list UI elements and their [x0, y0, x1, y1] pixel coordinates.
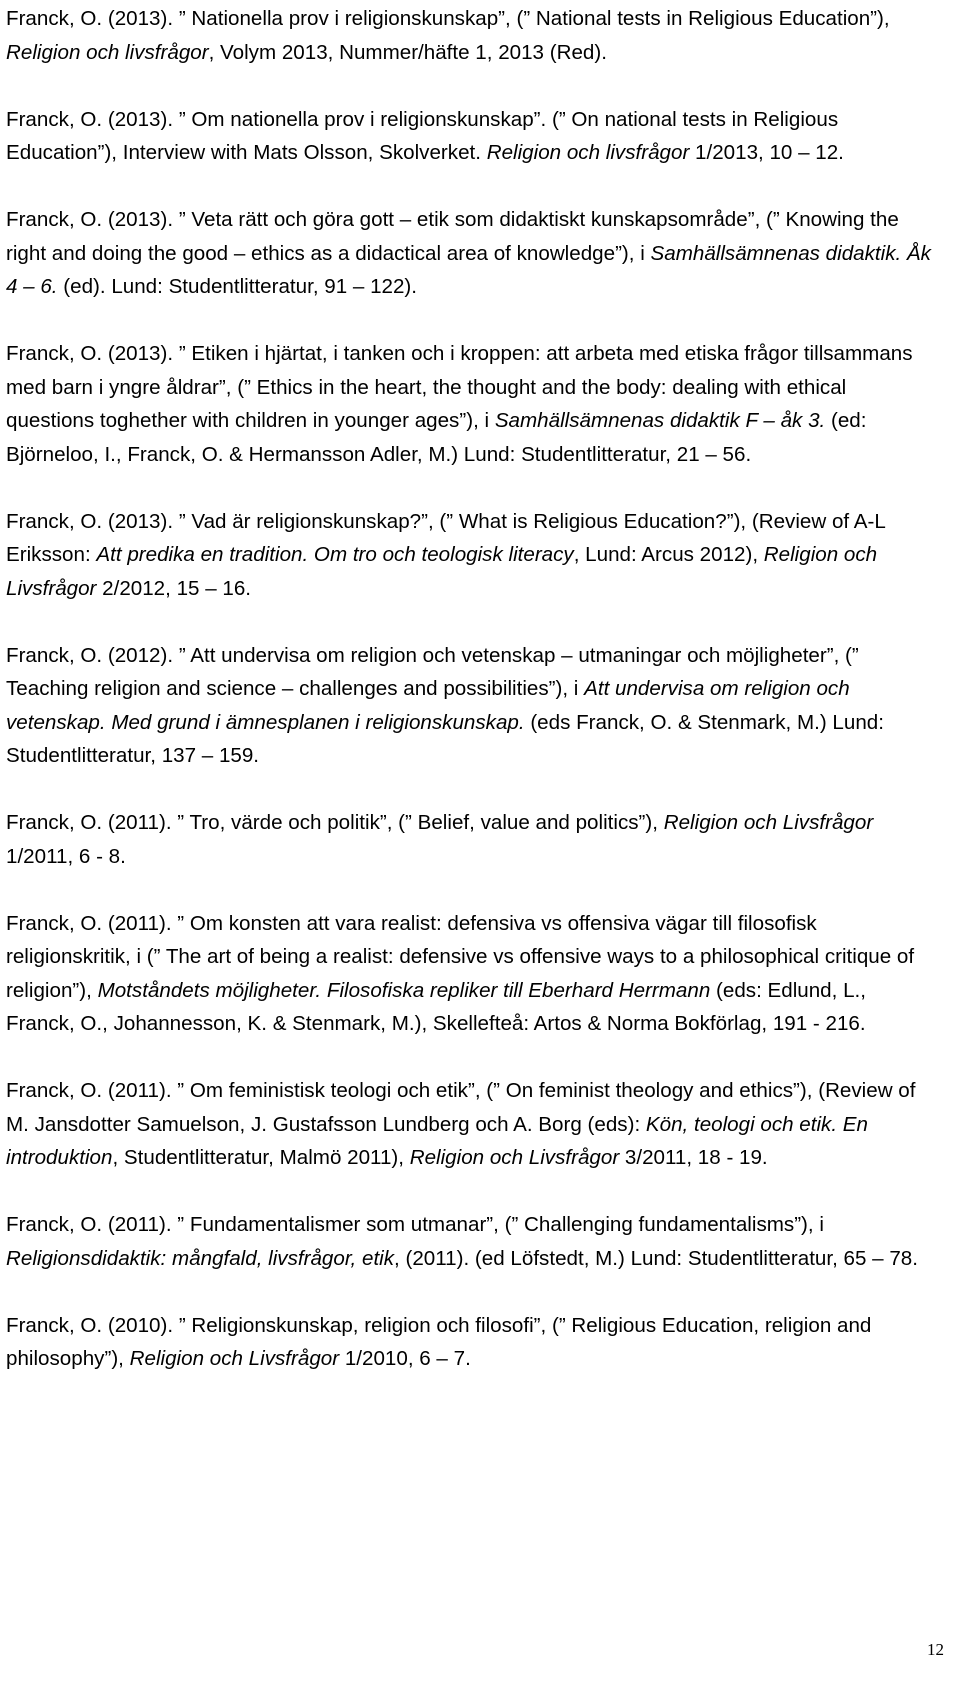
- reference-text: (eds: Edlund, L., Franck, O., Johannesson, K. & Stenmark, M.), Skellefteå: Artos & Norma Bokförlag, 191 - 216.: [6, 978, 866, 1035]
- reference-entry: [6, 1208, 940, 1275]
- reference-title-italic: Religion och livsfrågor: [486, 141, 690, 164]
- reference-text: 3/2011, 18 - 19.: [619, 1146, 768, 1169]
- reference-entry: [6, 103, 940, 170]
- reference-text: , Lund: Arcus 2012),: [573, 543, 764, 566]
- reference-title-italic: Att undervisa om religion och vetenskap. Med grund i ämnesplanen i religionskunskap.: [6, 677, 850, 734]
- reference-title-italic: Religion och Livsfrågor: [663, 811, 874, 834]
- page-number: 12: [927, 1640, 944, 1659]
- reference-title-italic: Samhällsämnenas didaktik. Åk 4 – 6.: [6, 241, 931, 298]
- reference-entry: [6, 505, 940, 606]
- reference-entry: [6, 639, 940, 773]
- reference-title-italic: Samhällsämnenas didaktik F – åk 3.: [494, 409, 826, 432]
- reference-entry: [6, 1074, 940, 1175]
- reference-entry: [6, 337, 940, 471]
- reference-entry: [6, 806, 940, 873]
- reference-title-italic: Religion och Livsfrågor: [129, 1347, 340, 1370]
- reference-entry: [6, 203, 940, 304]
- reference-text: 2/2012, 15 – 16.: [96, 576, 252, 600]
- reference-list: [6, 2, 940, 1409]
- reference-title-italic: Religion och Livsfrågor: [6, 543, 878, 600]
- reference-text: Franck, O. (2012). ” Att undervisa om religion och vetenskap – utmaningar och möjligheter”, (” Teaching religion and science – challenges and possibilities”), i: [6, 643, 859, 700]
- reference-entry: [6, 1309, 940, 1376]
- reference-text: Franck, O. (2013). ” Etiken i hjärtat, i tanken och i kroppen: att arbeta med etiska frågor tillsammans med barn i yngre åldrar”, (” Ethics in the heart, the thought and the body: dealing with ethical questions toghether with children in younger ages”), i: [6, 342, 913, 432]
- reference-text: (ed). Lund: Studentlitteratur, 91 – 122).: [57, 275, 418, 298]
- reference-title-italic: Att predika en tradition. Om tro och teologisk literacy: [96, 543, 574, 566]
- reference-text: 1/2011, 6 - 8.: [6, 844, 126, 868]
- reference-title-italic: Kön, teologi och etik. En introduktion: [6, 1112, 868, 1169]
- reference-text: , (2011). (ed Löfstedt, M.) Lund: Studentlitteratur, 65 – 78.: [394, 1246, 918, 1270]
- reference-title-italic: Religionsdidaktik: mångfald, livsfrågor, etik: [6, 1246, 395, 1270]
- reference-text: Franck, O. (2013). ” Nationella prov i religionskunskap”, (” National tests in Religious Education”),: [6, 7, 890, 30]
- reference-title-italic: Religion och Livsfrågor: [409, 1146, 620, 1169]
- reference-text: Franck, O. (2013). ” Veta rätt och göra gott – etik som didaktiskt kunskapsområde”, (” Knowing the right and doing the good – ethics as a didactical area of knowledge”), i: [6, 208, 899, 265]
- reference-text: Franck, O. (2010). ” Religionskunskap, religion och filosofi”, (” Religious Education, religion and philosophy”),: [6, 1313, 872, 1370]
- reference-entry: [6, 2, 940, 69]
- reference-entry: [6, 907, 940, 1041]
- reference-title-italic: Motståndets möjligheter. Filosofiska repliker till Eberhard Herrmann: [97, 978, 711, 1002]
- reference-text: , Studentlitteratur, Malmö 2011),: [112, 1146, 410, 1169]
- reference-text: (eds Franck, O. & Stenmark, M.) Lund: Studentlitteratur, 137 – 159.: [6, 710, 884, 767]
- reference-text: Franck, O. (2013). ” Om nationella prov i religionskunskap”. (” On national tests in Religious Education”), Interview with Mats Olsson, Skolverket.: [6, 107, 839, 164]
- reference-text: 1/2010, 6 – 7.: [339, 1347, 471, 1370]
- reference-text: Franck, O. (2011). ” Om konsten att vara realist: defensiva vs offensiva vägar till filosofisk religionskritik, i (” The art of being a realist: defensive vs offensive ways to a philosophical critique of religion”),: [6, 911, 915, 1002]
- reference-text: 1/2013, 10 – 12.: [689, 141, 844, 164]
- reference-text: Franck, O. (2013). ” Vad är religionskunskap?”, (” What is Religious Education?”), (Review of A-L Eriksson:: [6, 509, 886, 566]
- reference-text: (ed: Björneloo, I., Franck, O. & Hermansson Adler, M.) Lund: Studentlitteratur, 21 – 56.: [6, 409, 867, 466]
- reference-text: Franck, O. (2011). ” Fundamentalismer som utmanar”, (” Challenging fundamentalisms”), i: [6, 1213, 824, 1236]
- reference-title-italic: Religion och livsfrågor: [6, 40, 209, 64]
- reference-text: Franck, O. (2011). ” Tro, värde och politik”, (” Belief, value and politics”),: [6, 811, 664, 834]
- reference-text: Franck, O. (2011). ” Om feministisk teologi och etik”, (” On feminist theology and ethics”), (Review of M. Jansdotter Samuelson, J. Gustafsson Lundberg och A. Borg (eds):: [6, 1079, 916, 1136]
- reference-text: , Volym 2013, Nummer/häfte 1, 2013 (Red).: [208, 40, 607, 64]
